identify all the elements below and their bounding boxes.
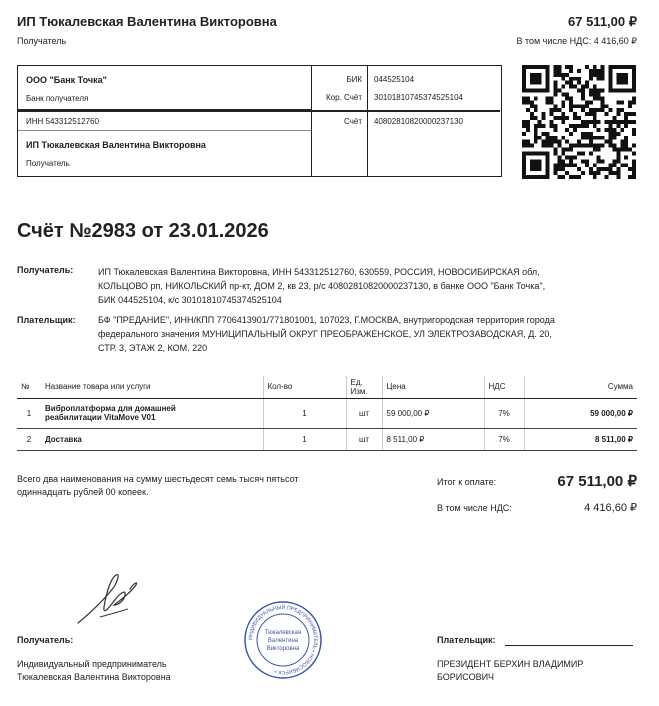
- payer-details: [98, 313, 643, 355]
- row-qty: 1: [263, 428, 346, 450]
- recipient-line: КОЛЬЦОВО рп, НИКОЛЬСКИЙ пр-кт, ДОМ 2, кв 23, р/с 40802810820000237130, в банке ООО "Банк Точка",: [98, 281, 546, 291]
- account-value: 40802810820000237130: [374, 117, 463, 126]
- bank-name: ООО "Банк Точка": [26, 75, 107, 85]
- row-vat: 7%: [484, 428, 524, 450]
- row-price: 8 511,00 ₽: [382, 428, 484, 450]
- payer-line: СТР. 3, ЭТАЖ 2, КОМ. 220: [98, 343, 208, 353]
- total-value: 67 511,00 ₽: [557, 473, 637, 490]
- sig-payer-block: [437, 658, 583, 684]
- stamp-text: Тюкалевская: [264, 630, 302, 636]
- col-sum: Сумма: [524, 376, 637, 398]
- vat-label: В том числе НДС:: [437, 503, 512, 513]
- sig-payer-line: [505, 645, 633, 646]
- sig-recipient-block: [17, 658, 171, 684]
- row-unit: шт: [346, 428, 382, 450]
- payer-line: БФ "ПРЕДАНИЕ", ИНН/КПП 7706413901/771801001, 107023, Г.МОСКВА, внутригородская территория города: [98, 315, 555, 325]
- bik-label: БИК: [346, 75, 362, 84]
- row-unit: шт: [346, 398, 382, 428]
- table-row: [17, 398, 637, 428]
- recipient-line: ИП Тюкалевская Валентина Викторовна, ИНН 543312512760, 630559, РОССИЯ, НОВОСИБИРСКАЯ обл,: [98, 267, 540, 277]
- row-name-line: Виброплатформа для домашней: [45, 404, 176, 413]
- row-name: Доставка: [41, 428, 263, 450]
- col-name: Название товара или услуги: [41, 376, 263, 398]
- recipient-label: Получатель:: [17, 265, 74, 275]
- col-qty: Кол-во: [263, 376, 346, 398]
- corr-value: 30101810745374525104: [374, 93, 463, 102]
- row-sum: 8 511,00 ₽: [524, 428, 637, 450]
- row-num: 2: [17, 428, 41, 450]
- recipient-name: ИП Тюкалевская Валентина Викторовна: [26, 140, 206, 150]
- row-name-line: реабилитации VitaMove V01: [45, 413, 156, 422]
- amount-words-line: одиннадцать рублей 00 копеек.: [17, 487, 149, 497]
- sig-payer-line-text: БОРИСОВИЧ: [437, 672, 495, 682]
- invoice-title: Счёт №2983 от 23.01.2026: [17, 220, 269, 242]
- recipient-caption: Получатель: [26, 159, 70, 168]
- stamp-text: Валентина: [267, 638, 299, 644]
- sig-recipient-label: Получатель:: [17, 635, 74, 645]
- table-row: [17, 428, 637, 450]
- row-sum: 59 000,00 ₽: [524, 398, 637, 428]
- row-num: 1: [17, 398, 41, 428]
- corr-label: Кор. Счёт: [326, 93, 362, 102]
- row-qty: 1: [263, 398, 346, 428]
- payer-label: Плательщик:: [17, 315, 76, 325]
- total-label: Итог к оплате:: [437, 477, 497, 487]
- bank-details-box: [17, 65, 502, 177]
- payee-name-title: ИП Тюкалевская Валентина Викторовна: [17, 14, 277, 29]
- inn-value: ИНН 543312512760: [26, 117, 99, 126]
- col-unit: Ед. Изм.: [346, 376, 382, 398]
- sig-recipient-line: Тюкалевская Валентина Викторовна: [17, 672, 171, 682]
- col-price: Цена: [382, 376, 484, 398]
- amount-words-line: Всего два наименования на сумму шестьдесят семь тысяч пятьсот: [17, 474, 299, 484]
- stamp-text: Викторовна: [266, 646, 300, 652]
- stamp-ring-text: ИНДИВИДУАЛЬНЫЙ ПРЕДПРИНИМАТЕЛЬ • НОВОСИБИРСК •: [247, 604, 319, 676]
- qr-code: [522, 65, 636, 179]
- amount-in-words: [17, 473, 299, 499]
- col-vat: НДС: [484, 376, 524, 398]
- signature-image: [70, 565, 150, 630]
- recipient-details: [98, 265, 643, 307]
- header-vat: В том числе НДС: 4 416,60 ₽: [516, 36, 637, 46]
- bank-caption: Банк получателя: [26, 94, 89, 103]
- sig-recipient-line: Индивидуальный предприниматель: [17, 659, 167, 669]
- col-num: №: [17, 376, 41, 398]
- account-label: Счёт: [344, 117, 362, 126]
- payer-line: федерального значения МУНИЦИПАЛЬНЫЙ ОКРУГ ПРЕОБРАЖЕНСКОЕ, УЛ ЭЛЕКТРОЗАВОДСКАЯ, Д. 20,: [98, 329, 552, 339]
- bik-value: 044525104: [374, 75, 415, 84]
- payee-caption: Получатель: [17, 36, 67, 46]
- header-total: 67 511,00 ₽: [568, 14, 637, 29]
- row-price: 59 000,00 ₽: [382, 398, 484, 428]
- recipient-line: БИК 044525104, к/с 30101810745374525104: [98, 295, 282, 305]
- sig-payer-line-text: ПРЕЗИДЕНТ БЕРХИН ВЛАДИМИР: [437, 659, 584, 669]
- company-stamp: [243, 600, 323, 680]
- items-table: [17, 376, 637, 451]
- sig-payer-label: Плательщик:: [437, 635, 496, 645]
- vat-value: 4 416,60 ₽: [584, 502, 637, 514]
- row-name: [41, 398, 263, 428]
- row-vat: 7%: [484, 398, 524, 428]
